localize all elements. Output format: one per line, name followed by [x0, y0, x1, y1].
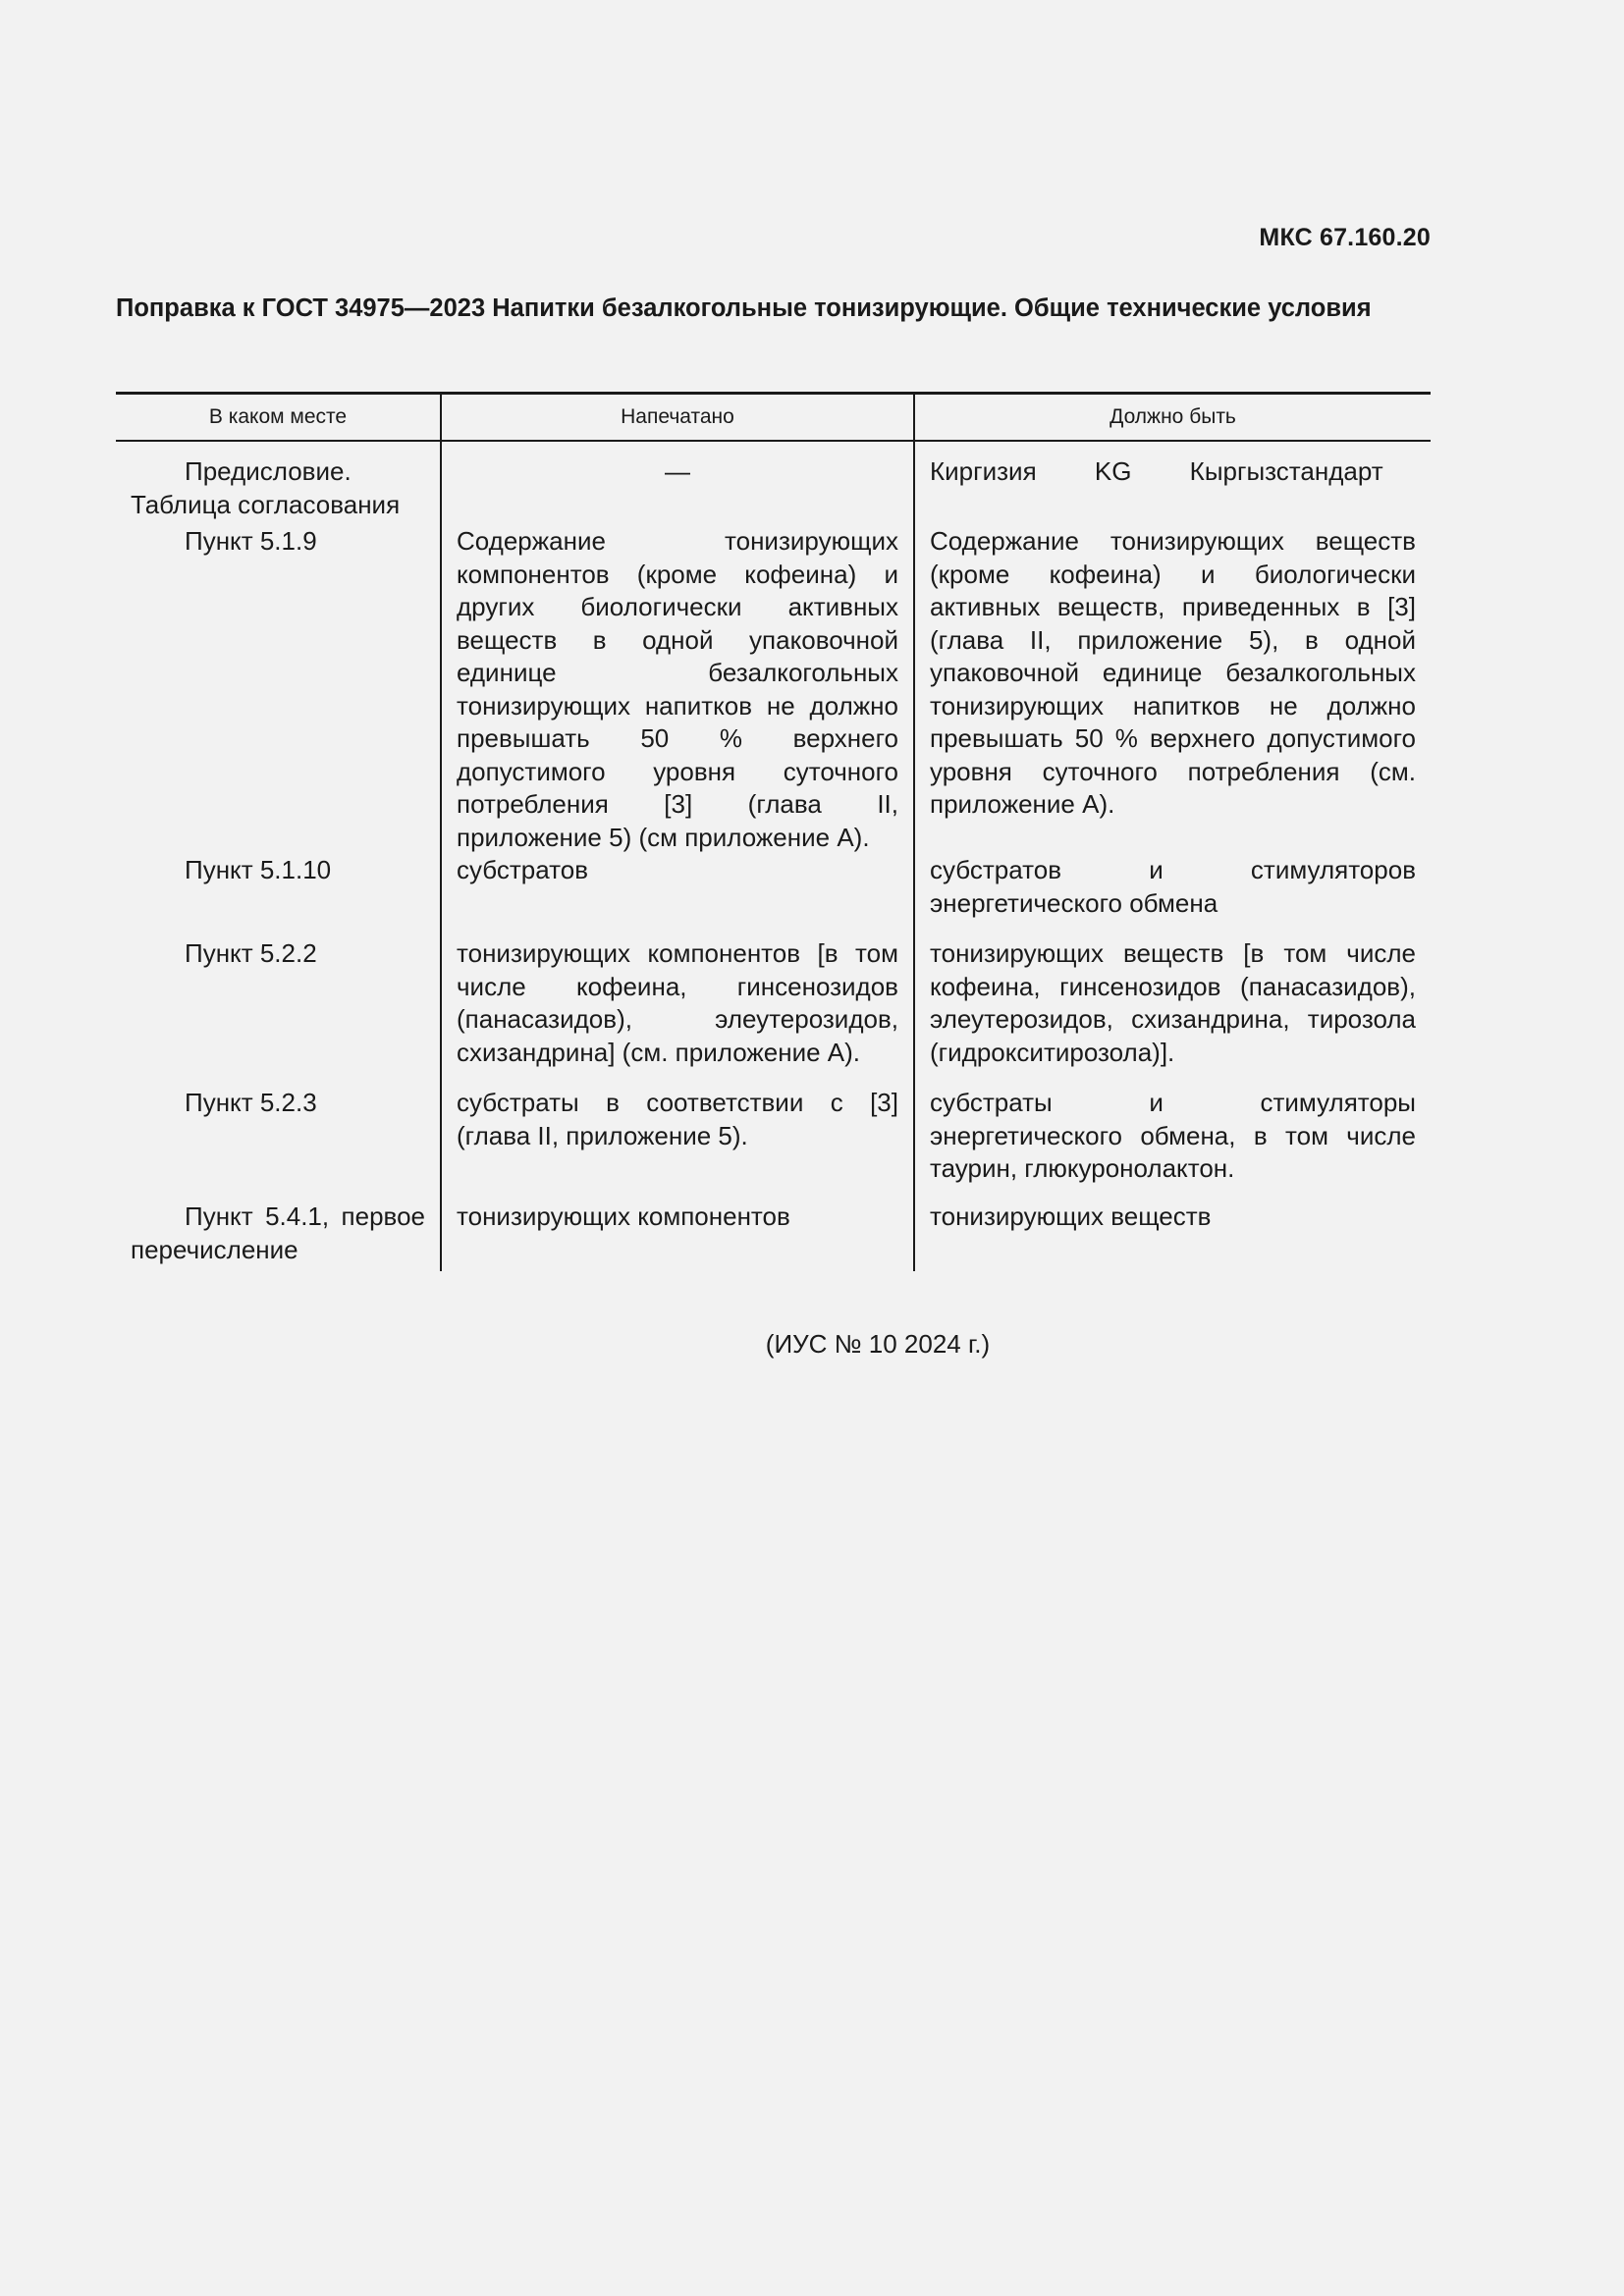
column-header-place: В каком месте [116, 394, 441, 442]
row-place: Пункт 5.2.2 [185, 938, 317, 968]
row-should-be: тонизирующих веществ [в том числе кофеина, гинсенозидов (панасазидов), элеутерозидов, схизандрина, тирозола (гидрокситирозола)]. [914, 937, 1431, 1087]
row-printed: тонизирующих компонентов [в том числе кофеина, гинсенозидов (панасазидов), элеутерозидов, схизандрина] (см. приложение А). [441, 937, 914, 1087]
row-printed: — [441, 441, 914, 525]
table-row [116, 1201, 1431, 1271]
row-should-be: субстратов и стимуляторов энергетического обмена [914, 854, 1431, 937]
row-printed: субстраты в соответствии с [3] (глава II, приложение 5). [441, 1087, 914, 1201]
row-printed: Содержание тонизирующих компонентов (кроме кофеина) и других биологически активных веществ в одной упаковочной единице безалкогольных тонизирующих напитков не должно превышать 50 % верхнего допустимого уровня суточного потребления [3] (глава II, приложение 5) (см приложение А). [441, 525, 914, 854]
row-place: Пункт 5.4.1, первое перечисление [131, 1201, 425, 1264]
row-place: Пункт 5.2.3 [185, 1088, 317, 1117]
column-header-printed: Напечатано [441, 394, 914, 442]
row-should-be: тонизирующих веществ [914, 1201, 1431, 1271]
row-printed: субстратов [441, 854, 914, 937]
table-row [116, 854, 1431, 937]
document-title: Поправка к ГОСТ 34975—2023 Напитки безалкогольные тонизирующие. Общие технические условия [116, 294, 1372, 322]
table-row [116, 1087, 1431, 1201]
row-should-be: Содержание тонизирующих веществ (кроме кофеина) и биологически активных веществ, приведенных в [3] (глава II, приложение 5), в одной упаковочной единице безалкогольных тонизирующих напитков не должно превышать 50 % верхнего допустимого уровня суточного потребления (см. приложение А). [914, 525, 1431, 854]
row-printed: тонизирующих компонентов [441, 1201, 914, 1271]
corrections-table [116, 392, 1431, 1271]
row-place: Предисловие. Таблица согласования [131, 456, 401, 519]
table-row [116, 441, 1431, 525]
row-should-be: субстраты и стимуляторы энергетического обмена, в том числе таурин, глюкуронолактон. [914, 1087, 1431, 1201]
row-place: Пункт 5.1.10 [185, 855, 332, 884]
row-should-be [914, 441, 1431, 525]
row-should-be-text: Киргизия KG Кыргызстандарт [930, 456, 1383, 486]
table-row [116, 937, 1431, 1087]
table-row [116, 525, 1431, 854]
row-place: Пункт 5.1.9 [185, 526, 317, 556]
publication-reference: (ИУС № 10 2024 г.) [765, 1329, 991, 1359]
column-header-should-be: Должно быть [914, 394, 1431, 442]
classification-code: МКС 67.160.20 [1259, 224, 1431, 251]
table-header-row [116, 394, 1431, 442]
